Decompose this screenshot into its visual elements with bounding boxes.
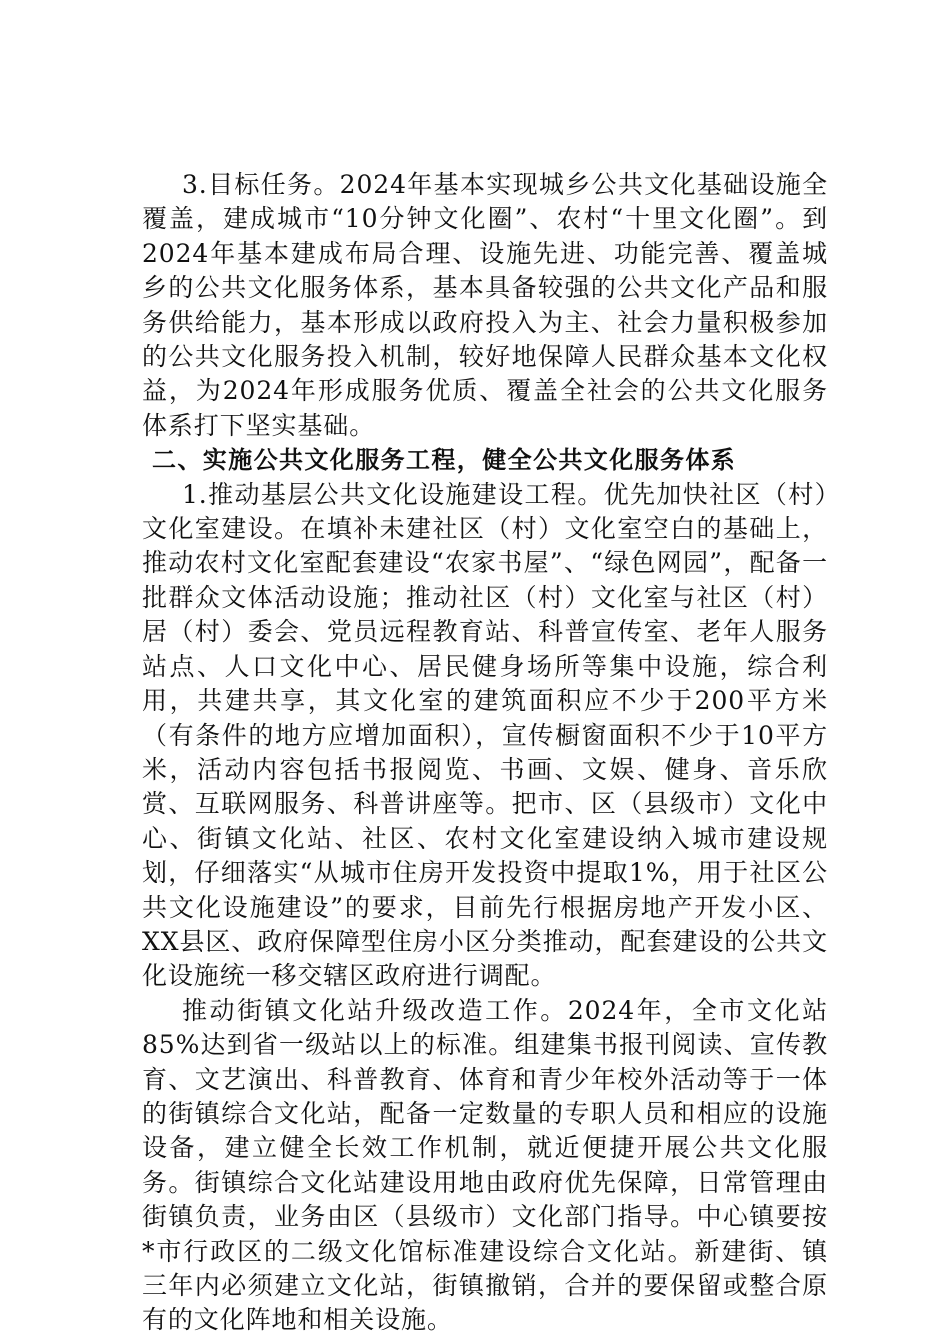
document-body: [142, 168, 828, 1338]
paragraph-grassroots-facilities: 1.推动基层公共文化设施建设工程。优先加快社区（村）文化室建设。在填补未建社区（村）文化室空白的基础上，推动农村文化室配套建设“农家书屋”、“绿色网园”，配备一批群众文体活动设施；推动社区（村）文化室与社区（村）居（村）委会、党员远程教育站、科普宣传室、老年人服务站点、人口文化中心、居民健身场所等集中设施，综合利用，共建共享，其文化室的建筑面积应不少于200平方米（有条件的地方应增加面积），宣传橱窗面积不少于10平方米，活动内容包括书报阅览、书画、文娱、健身、音乐欣赏、互联网服务、科普讲座等。把市、区（县级市）文化中心、街镇文化站、社区、农村文化室建设纳入城市建设规划，仔细落实“从城市住房开发投资中提取1%，用于社区公共文化设施建设”的要求，目前先行根据房地产开发小区、XX县区、政府保障型住房小区分类推动，配套建设的公共文化设施统一移交辖区政府进行调配。: [142, 479, 828, 991]
paragraph-target-tasks: 3.目标任务。2024年基本实现城乡公共文化基础设施全覆盖，建成城市“10分钟文化圈”、农村“十里文化圈”。到2024年基本建成布局合理、设施先进、功能完善、覆盖城乡的公共文化服务体系，基本具备较强的公共文化产品和服务供给能力，基本形成以政府投入为主、社会力量积极参加的公共文化服务投入机制，较好地保障人民群众基本文化权益，为2024年形成服务优质、覆盖全社会的公共文化服务体系打下坚实基础。: [142, 170, 828, 440]
paragraph-township-stations: 推动街镇文化站升级改造工作。2024年，全市文化站85%达到省一级站以上的标准。组建集书报刊阅读、宣传教育、文艺演出、科普教育、体育和青少年校外活动等于一体的街镇综合文化站，配备一定数量的专职人员和相应的设施设备，建立健全长效工作机制，就近便捷开展公共文化服务。街镇综合文化站建设用地由政府优先保障，日常管理由街镇负责，业务由区（县级市）文化部门指导。中心镇要按*市行政区的二级文化馆标准建设综合文化站。新建街、镇三年内必须建立文化站，街镇撤销，合并的要保留或整合原有的文化阵地和相关设施。: [142, 995, 828, 1335]
section-heading-2: 二、实施公共文化服务工程，健全公共文化服务体系: [152, 446, 737, 475]
